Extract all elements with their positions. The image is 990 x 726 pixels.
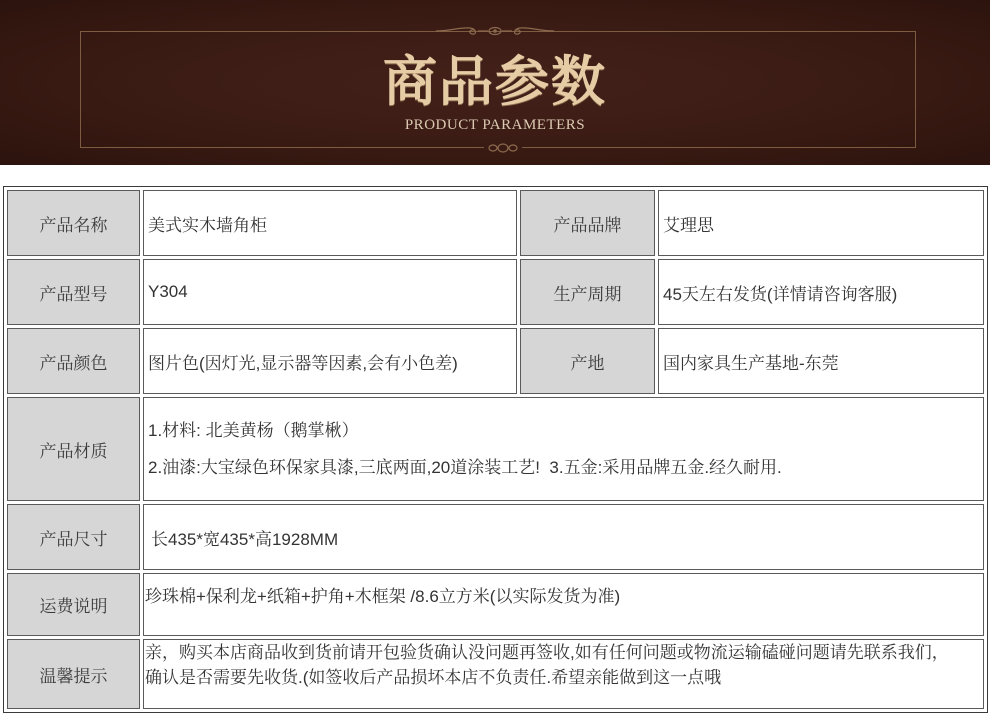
header-banner bbox=[0, 0, 990, 165]
top-ornament-icon bbox=[430, 22, 560, 40]
label-material: 产品材质 bbox=[7, 397, 140, 501]
notice-line: 确认是否需要先收货.(如签收后产品损坏本店不负责任.希望亲能做到这一点哦 bbox=[145, 668, 722, 687]
value-color: 图片色(因灯光,显示器等因素,会有小色差) bbox=[143, 328, 517, 394]
value-brand: 艾理思 bbox=[658, 190, 984, 256]
label-shipping: 运费说明 bbox=[7, 573, 140, 636]
value-size: 长435*宽435*高1928MM bbox=[143, 504, 984, 570]
label-notice: 温馨提示 bbox=[7, 639, 140, 709]
page-subtitle: PRODUCT PARAMETERS bbox=[404, 117, 586, 133]
material-line: 1.材料: 北美黄杨（鹅掌楸） bbox=[148, 421, 359, 440]
value-material bbox=[143, 397, 984, 501]
value-product-name: 美式实木墙角柜 bbox=[143, 190, 517, 256]
label-origin: 产地 bbox=[520, 328, 655, 394]
label-brand: 产品品牌 bbox=[520, 190, 655, 256]
material-line: 2.油漆:大宝绿色环保家具漆,三底两面,20道涂装工艺! 3.五金:采用品牌五金.经久耐用. bbox=[148, 458, 782, 477]
notice-line: 亲，购买本店商品收到货前请开包验货确认没问题再签收,如有任何问题或物流运输磕碰问题请先联系我们， bbox=[145, 643, 949, 662]
label-color: 产品颜色 bbox=[7, 328, 140, 394]
value-shipping: 珍珠棉+保利龙+纸箱+护角+木框架 /8.6立方米(以实际发货为准) bbox=[143, 573, 984, 636]
page-title: 商品参数 bbox=[383, 49, 607, 113]
label-model: 产品型号 bbox=[7, 259, 140, 325]
value-model: Y304 bbox=[143, 259, 517, 325]
bottom-ornament-icon bbox=[484, 141, 522, 155]
parameters-table bbox=[3, 186, 988, 713]
value-notice bbox=[143, 639, 984, 709]
value-origin: 国内家具生产基地-东莞 bbox=[658, 328, 984, 394]
value-production-cycle: 45天左右发货(详情请咨询客服) bbox=[658, 259, 984, 325]
label-product-name: 产品名称 bbox=[7, 190, 140, 256]
label-size: 产品尺寸 bbox=[7, 504, 140, 570]
label-production-cycle: 生产周期 bbox=[520, 259, 655, 325]
